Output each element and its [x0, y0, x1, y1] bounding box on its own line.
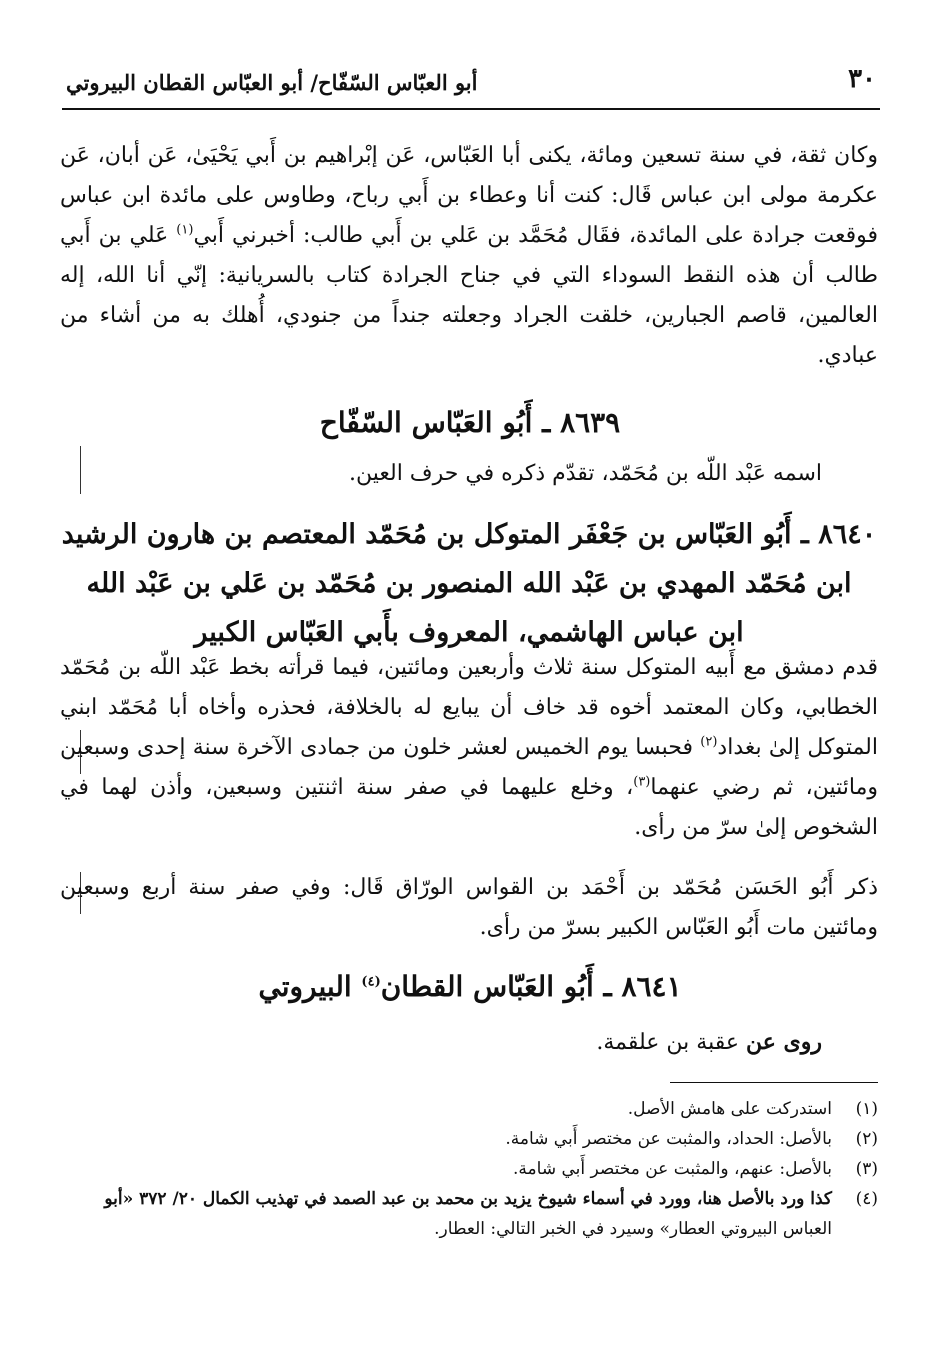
entry-8640-paragraph-1 [60, 648, 878, 848]
intro-paragraph [60, 136, 878, 376]
entry-title-8641 [160, 970, 780, 1003]
footnote-ref-4: (٤) [361, 974, 381, 990]
title-line-2: ابن مُحَمّد المهدي بن عَبْد الله المنصور بن مُحَمّد بن عَلي بن عَبْد الله [86, 568, 852, 599]
narration-verb: روى عن [745, 1029, 822, 1055]
title-text: ٨٦٤١ ـ أَبُو العَبّاس القطان [380, 970, 682, 1003]
running-head: أبو العبّاس السّفّاح/ أبو العبّاس القطان البيروتي [66, 70, 478, 95]
footnote-text: بالأصل: الحداد، والمثبت عن مختصر أَبي شامة. [505, 1129, 832, 1149]
footnote-number: (١) [855, 1099, 878, 1119]
page-number: ٣٠ [848, 64, 876, 94]
footnote-3 [60, 1154, 878, 1184]
entry-title-8639: ٨٦٣٩ ـ أَبُو العَبّاس السّفّاح [319, 406, 621, 439]
entry-title-8640 [60, 510, 878, 657]
entry-8640-paragraph-2: ذكر أَبُو الحَسَن مُحَمّد بن أَحْمَد بن القواس الورّاق قَال: وفي صفر سنة أربع وسبعين ومائتين مات أَبُو العَبّاس الكبير بسرّ من رأى. [60, 875, 878, 940]
footnote-4 [60, 1184, 878, 1244]
intro-text-continued: عَلي بن أَبي طالب أن هذه النقط السوداء التي في جناح الجرادة كتاب بالسريانية: إنّي أنا الله، إله العالمين، قاصم الجبارين، خلقت الجراد وجعلته جنداً من جنودي، أُهلك به من أشاء من عبادي. [60, 223, 878, 368]
paragraph-text: فحبسا يوم الخميس لعشر خلون من جمادى الآخرة سنة إحدى وسبعين ومائتين، ثم رضي عنهما [60, 735, 879, 800]
title-text: البيروتي [258, 970, 362, 1003]
footnote-1 [60, 1094, 878, 1124]
intro-text: وكان ثقة، في سنة تسعين ومائة، يكنى أبا العَبّاس، عَن إبْراهيم بن أَبي يَحْيَىٰ، عَن أبان، عَن عكرمة مولى ابن عباس قَال: كنت أنا وعطاء بن أَبي رباح، وطاوس على مائدة ابن عباس فوقعت جرادة على المائدة، فقَال مُحَمَّد بن عَلي بن أَبي طالب: أخبرني أَبي [60, 143, 878, 248]
page-header [62, 56, 880, 110]
paragraph-text: قدم دمشق مع أَبيه المتوكل سنة ثلاث وأربعين ومائتين، فيما قرأته بخط عَبْد اللّه بن مُحَمّد الخطابي، وكان المعتمد أخوه قد خاف أن يبايع له بالخلافة، فحذره وأخاه أبا مُحَمّد ابني المتوكل إلىٰ بغداد [60, 655, 878, 760]
footnote-2 [60, 1124, 878, 1154]
footnote-text: بالأصل: عنهم، والمثبت عن مختصر أَبي شامة. [513, 1159, 832, 1179]
title-line-1: ٨٦٤٠ ـ أَبُو العَبّاس بن جَعْفَر المتوكل بن مُحَمّد المعتصم بن هارون الرشيد [61, 519, 877, 550]
paragraph-text: ، وخلع عليهما في صفر سنة اثنتين وسبعين، وأذن لهما في الشخوص إلىٰ سرّ من رأى. [60, 775, 878, 840]
footnotes-list [60, 1094, 878, 1244]
entry-body-8641 [122, 1022, 822, 1063]
title-line-3: ابن عباس الهاشمي، المعروف بأَبي العَبّاس الكبير [194, 617, 744, 648]
narrator-name: عقبة بن علقمة. [596, 1030, 746, 1055]
footnote-divider [670, 1082, 878, 1083]
footnote-text: استدركت على هامش الأصل. [627, 1099, 832, 1119]
footnote-ref-2: (٢) [700, 734, 718, 750]
footnote-number: (٤) [855, 1189, 878, 1209]
footnote-number: (٣) [855, 1159, 878, 1179]
margin-mark [80, 446, 81, 494]
footnote-ref-3: (٣) [633, 774, 651, 790]
entry-body-8639: اسمه عَبْد اللّه بن مُحَمّد، تقدّم ذكره في حرف العين. [349, 461, 822, 486]
footnote-text: العباس البيروتي العطار» وسيرد في الخبر التالي: العطار. [434, 1219, 832, 1239]
footnote-text-bold: كذا ورد بالأصل هنا، وورد في أسماء شيوخ يزيد بن محمد بن عبد الصمد في تهذيب الكمال ٢٠/ ٣٧٢ «أبو [104, 1189, 832, 1209]
footnote-number: (٢) [855, 1129, 878, 1149]
footnote-ref-1: (١) [176, 222, 194, 238]
